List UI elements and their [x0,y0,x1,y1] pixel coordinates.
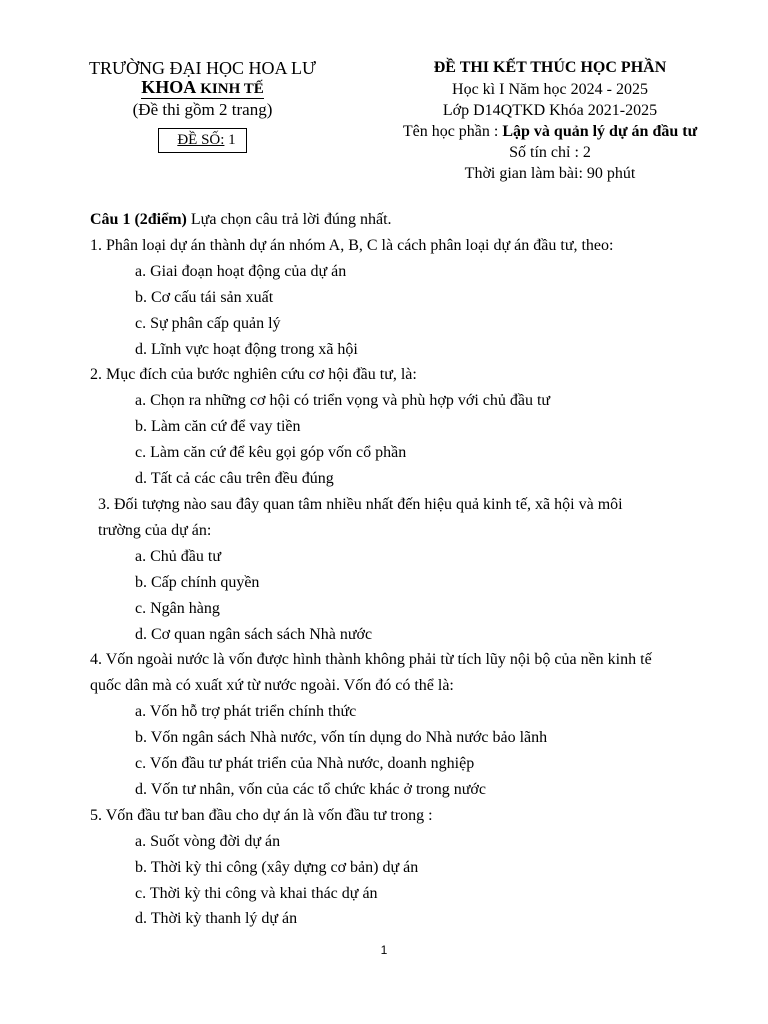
question-4-option-c: c. Vốn đầu tư phát triển của Nhà nước, doanh nghiệp [135,755,475,773]
question-3-text-line-1: 3. Đối tượng nào sau đây quan tâm nhiều nhất đến hiệu quả kinh tế, xã hội và môi [98,495,623,513]
exam-code-value: 1 [228,132,236,148]
section-heading [90,207,690,233]
question-4-text-line-1: 4. Vốn ngoài nước là vốn được hình thành không phải từ tích lũy nội bộ của nền kinh tế [90,651,652,669]
faculty-prefix: KHOA [141,77,197,97]
question-5-option-a: a. Suốt vòng đời dự án [135,832,281,850]
question-5-option-c: c. Thời kỳ thi công và khai thác dự án [135,884,378,902]
section-title: Câu 1 (2điểm) [90,211,187,228]
question-5-option-d: d. Thời kỳ thanh lý dự án [135,910,298,928]
question-4-option-d: d. Vốn tư nhân, vốn của các tổ chức khác ở trong nước [135,780,486,798]
section-instruction: Lựa chọn câu trả lời đúng nhất. [186,211,392,228]
question-3-option-a: a. Chủ đầu tư [135,547,221,565]
question-4-option-a: a. Vốn hỗ trợ phát triển chính thức [135,703,357,721]
faculty-underline [141,79,264,99]
header-left [80,57,325,153]
subject-label: Tên học phần : [402,123,503,140]
school-name: TRƯỜNG ĐẠI HỌC HOA LƯ [89,58,316,78]
question-5-option-b: b. Thời kỳ thi công (xây dựng cơ bản) dự án [135,858,419,876]
exam-code-label: ĐỀ SỐ: [177,132,225,148]
credits-line: Số tín chỉ : 2 [509,144,591,161]
question-3-text-line-2: trường của dự án: [98,521,212,539]
question-1-option-b: b. Cơ cấu tái sản xuất [135,288,274,306]
question-3-option-d: d. Cơ quan ngân sách sách Nhà nước [135,625,373,643]
question-4-option-b: b. Vốn ngân sách Nhà nước, vốn tín dụng do Nhà nước bảo lãnh [135,729,548,747]
page-number: 1 [380,943,388,957]
question-2-option-b: b. Làm căn cứ để vay tiền [135,418,301,436]
question-2-option-c: c. Làm căn cứ để kêu gọi góp vốn cổ phần [135,444,407,462]
question-2-option-a: a. Chọn ra những cơ hội có triển vọng và phù hợp với chủ đầu tư [135,392,551,410]
duration-line: Thời gian làm bài: 90 phút [464,165,636,182]
question-1-text: 1. Phân loại dự án thành dự án nhóm A, B, C là cách phân loại dự án đầu tư, theo: [90,236,614,254]
faculty-name [80,79,325,99]
semester-line: Học kì I Năm học 2024 - 2025 [452,81,648,98]
faculty-title: KINH TẾ [200,81,264,97]
question-3-option-b: b. Cấp chính quyền [135,573,260,591]
exam-title: ĐỀ THI KẾT THÚC HỌC PHẦN [433,59,667,76]
class-line: Lớp D14QTKD Khóa 2021-2025 [442,102,658,119]
question-1-option-d: d. Lĩnh vực hoạt động trong xã hội [135,340,358,358]
question-1-option-a: a. Giai đoạn hoạt động của dự án [135,262,347,280]
pages-note: (Đề thi gồm 2 trang) [132,100,273,119]
question-2-text: 2. Mục đích của bước nghiên cứu cơ hội đầu tư, là: [90,366,417,384]
subject-line [385,121,715,142]
subject-name: Lập và quản lý dự án đầu tư [502,123,698,140]
exam-content [90,207,690,932]
question-1-option-c: c. Sự phân cấp quản lý [135,314,281,332]
exam-code-box [158,128,246,153]
question-5-text: 5. Vốn đầu tư ban đầu cho dự án là vốn đầu tư trong : [90,806,433,824]
question-2-option-d: d. Tất cả các câu trên đều đúng [135,470,334,488]
question-3-option-c: c. Ngân hàng [135,599,220,617]
question-4-text-line-2: quốc dân mà có xuất xứ từ nước ngoài. Vốn đó có thể là: [90,677,454,695]
header-right [385,57,715,184]
